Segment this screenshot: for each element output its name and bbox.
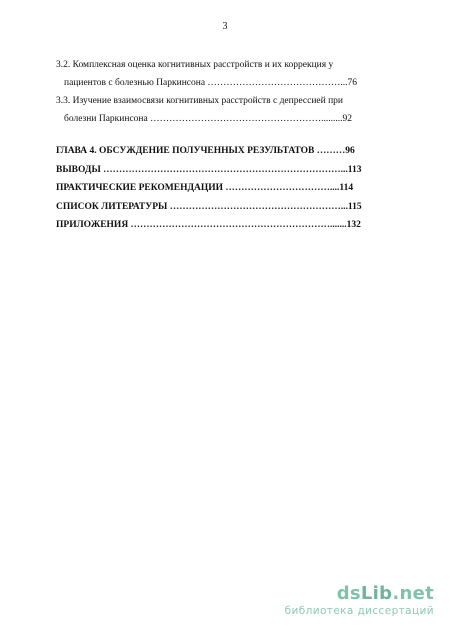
watermark-logo — [285, 584, 434, 604]
watermark-logo-net: .net — [392, 583, 434, 604]
watermark — [285, 584, 434, 618]
toc-entry-references: СПИСОК ЛИТЕРАТУРЫ ………………………………………………...115 — [56, 201, 362, 212]
page-number: 3 — [222, 21, 228, 32]
table-of-contents — [56, 56, 396, 235]
toc-entry-3-3-line1: 3.3. Изучение взаимосвязи когнитивных расстройств с депрессией при — [56, 96, 344, 106]
toc-entry-chapter-4: ГЛАВА 4. ОБСУЖДЕНИЕ ПОЛУЧЕННЫХ РЕЗУЛЬТАТОВ ………96 — [56, 146, 355, 156]
toc-entry-3-2-line1: 3.2. Комплексная оценка когнитивных расстройств и их коррекция у — [56, 60, 334, 70]
toc-entry-3-2-line2: пациентов с болезнью Паркинсона ……………………………………...76 — [64, 78, 358, 88]
watermark-subtitle: библиотека диссертаций — [284, 605, 434, 617]
watermark-logo-ds: ds — [336, 583, 361, 604]
toc-entry-appendices: ПРИЛОЖЕНИЯ ……………………………………………………….......132 — [56, 220, 361, 230]
toc-subsections — [56, 56, 396, 128]
toc-chapters — [56, 142, 396, 235]
toc-entry-conclusions: ВЫВОДЫ …………………………………………………………………...113 — [56, 164, 362, 175]
toc-entry-recommendations: ПРАКТИЧЕСКИЕ РЕКОМЕНДАЦИИ ……………………………....114 — [56, 183, 354, 193]
watermark-logo-lib: Lib — [360, 583, 393, 604]
toc-entry-3-3-line2: болезни Паркинсона ……………………………………………….........92 — [64, 114, 352, 124]
